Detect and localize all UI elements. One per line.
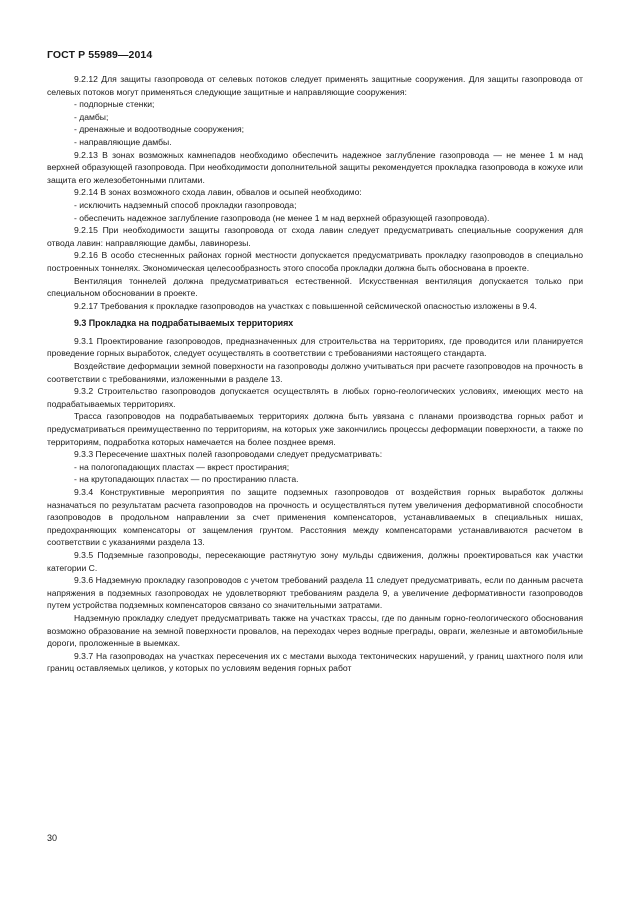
document-body xyxy=(47,73,583,675)
paragraph: 9.2.13 В зонах возможных камнепадов необходимо обеспечить надежное заглубление газопровода — не менее 1 м над верхней образующей газопровода. При необходимости дополнительной защиты рекомендуется прокладка газопровода в кожухе или защита его железобетонными плитами. xyxy=(47,149,583,185)
list-item: - подпорные стенки; xyxy=(74,99,155,110)
paragraph: 9.2.14 В зонах возможного схода лавин, обвалов и осыпей необходимо: xyxy=(74,187,362,198)
list-item: - дамбы; xyxy=(74,111,109,122)
document-header: ГОСТ Р 55989—2014 xyxy=(47,49,153,61)
paragraph: 9.2.12 Для защиты газопровода от селевых потоков следует применять защитные сооружения. Для защиты газопровода от селевых потоков могут применяться следующие защитные и направляющие сооружения: xyxy=(47,74,583,97)
list-item: - исключить надземный способ прокладки газопровода; xyxy=(74,199,297,210)
paragraph: 9.3.7 На газопроводах на участках пересечения их с местами выхода тектонических нарушений, у границ шахтного поля или границ оставляемых целиков, у которых по условиям ведения горных работ xyxy=(47,650,583,674)
section-heading: 9.3 Прокладка на подрабатываемых территориях xyxy=(74,318,294,329)
list-item: - направляющие дамбы. xyxy=(74,136,172,147)
paragraph: 9.2.17 Требования к прокладке газопроводов на участках с повышенной сейсмической опасностью изложены в 9.4. xyxy=(74,300,537,311)
list-item: - на крутопадающих пластах — по простиранию пласта. xyxy=(74,474,299,485)
paragraph: 9.3.2 Строительство газопроводов допускается осуществлять в любых горно-геологических условиях, имеющих место на подрабатываемых территориях. xyxy=(47,386,583,409)
paragraph: Воздействие деформации земной поверхности на газопроводы должно учитываться при расчете газопроводов на прочность в соответствии с требованиями, изложенными в разделе 13. xyxy=(47,361,583,384)
paragraph: Надземную прокладку следует предусматривать также на участках трассы, где по данным горно-геологического обоснования возможно образование на земной поверхности провалов, на переходах через водные преграды, овраги, железные и автомобильные дороги, проложенные в выемках. xyxy=(47,612,583,649)
list-item: - обеспечить надежное заглубление газопровода (не менее 1 м над верхней образующей газопровода). xyxy=(74,212,490,223)
paragraph: 9.3.3 Пересечение шахтных полей газопроводами следует предусматривать: xyxy=(74,449,383,460)
paragraph: 9.3.6 Надземную прокладку газопроводов с учетом требований раздела 11 следует предусматривать, если по данным расчета напряжения в подземных газопроводах не удовлетворяют требованиям раздела 9, а увеличение деформативности газопроводов путем устройства подземных компенсаторов связано со значительными затратами. xyxy=(47,575,583,611)
paragraph: 9.3.1 Проектирование газопроводов, предназначенных для строительства на территориях, где проводится или планируется проведение горных выработок, следует осуществлять в соответствии с требованиями настоящего стандарта. xyxy=(47,335,583,359)
paragraph: 9.2.15 При необходимости защиты газопровода от схода лавин следует предусматривать специальные сооружения для отвода лавин: направляющие дамбы, лавинорезы. xyxy=(47,225,583,248)
paragraph: 9.3.4 Конструктивные мероприятия по защите подземных газопроводов от воздействия горных выработок должны назначаться по результатам расчета газопроводов на прочность и осуществляться путем увеличения деформативной способности газопроводов в продольном направлении за счет применения компенсаторов, устанавливаемых в специальных нишах, предохраняющих компенсаторы от защемления грунтом. Расстояния между компенсаторами устанавливаются расчетом в соответствии с указаниями раздела 13. xyxy=(47,487,583,548)
list-item: - на пологопадающих пластах — вкрест простирания; xyxy=(74,461,290,472)
paragraph: 9.2.16 В особо стесненных районах горной местности допускается предусматривать прокладку газопроводов в специально построенных тоннелях. Экономическая целесообразность этого способа прокладки должна быть обоснована в проекте. xyxy=(47,250,583,273)
paragraph: 9.3.5 Подземные газопроводы, пересекающие растянутую зону мульды сдвижения, должны проектироваться как участки категории С. xyxy=(47,549,583,573)
paragraph: Вентиляция тоннелей должна предусматриваться естественной. Искусственная вентиляция допускается только при специальном обосновании в проекте. xyxy=(47,275,583,299)
list-item: - дренажные и водоотводные сооружения; xyxy=(74,124,245,135)
page-number: 30 xyxy=(47,833,58,843)
paragraph: Трасса газопроводов на подрабатываемых территориях должна быть увязана с планами производства горных работ и предусматриваться преимущественно по территориям, на которых уже закончились процессы деформации поверхности, а также по территориям, подработка которых намечается на более позднее время. xyxy=(47,411,583,447)
